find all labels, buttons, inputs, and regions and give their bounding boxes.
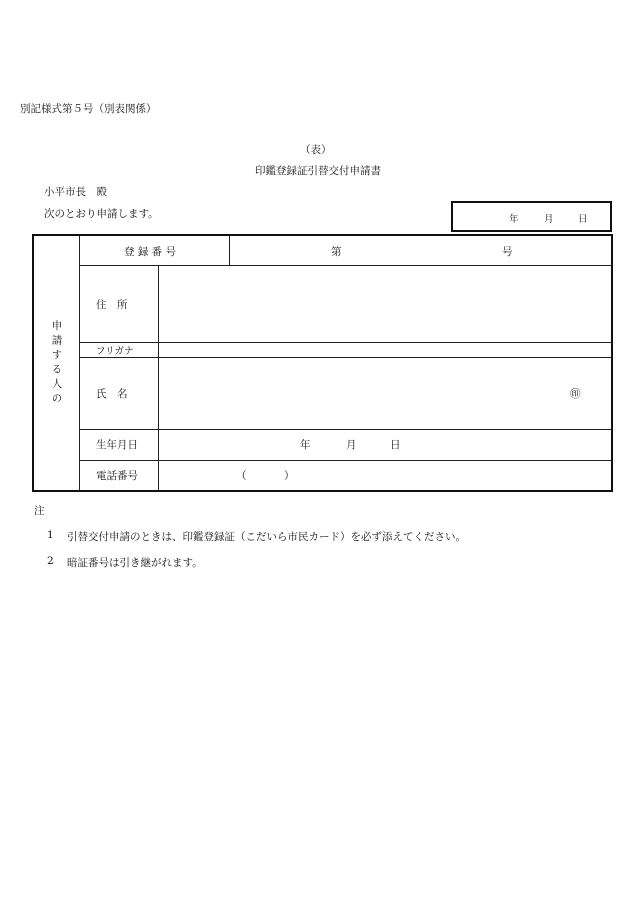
address-label: 住 所 [96, 299, 128, 311]
phone-label: 電話番号 [96, 470, 138, 482]
registration-number-field[interactable] [239, 238, 494, 262]
divider [79, 357, 611, 358]
seal-mark: ㊞ [570, 388, 581, 400]
name-field[interactable] [162, 360, 562, 426]
divider [79, 460, 611, 461]
divider [158, 265, 159, 490]
note-number: 1 [47, 529, 54, 541]
phone-field[interactable] [162, 463, 607, 488]
furigana-field[interactable] [162, 344, 607, 356]
application-form [32, 234, 613, 492]
applicant-column [34, 236, 80, 490]
registration-suffix: 号 [502, 246, 513, 258]
furigana-label: フリガナ [96, 346, 134, 357]
divider [79, 265, 611, 266]
address-field[interactable] [162, 269, 607, 339]
document-title: 印鑑登録証引替交付申請書 [255, 165, 381, 177]
registration-prefix: 第 [331, 246, 342, 258]
birthdate-label: 生年月日 [96, 439, 138, 451]
note-text: 引替交付申請のときは、印鑑登録証（こだいら市民カード）を必ず添えてください。 [67, 531, 466, 543]
date-year-label: 年 [509, 214, 519, 225]
form-number: 別記様式第５号（別表関係） [20, 103, 157, 115]
birth-month-label: 月 [346, 439, 357, 451]
intro-text: 次のとおり申請します。 [44, 208, 159, 220]
date-day-label: 日 [578, 214, 588, 225]
note-text: 暗証番号は引き継がれます。 [67, 557, 203, 569]
date-box [451, 201, 612, 232]
addressee: 小平市長 殿 [44, 186, 107, 198]
divider [229, 236, 230, 265]
phone-open-paren: （ [236, 470, 247, 482]
divider [79, 429, 611, 430]
phone-close-paren: ） [284, 470, 295, 482]
birthdate-field[interactable] [162, 432, 607, 458]
divider [79, 342, 611, 343]
birth-day-label: 日 [390, 439, 401, 451]
birth-year-label: 年 [300, 439, 311, 451]
date-month-label: 月 [544, 214, 554, 225]
name-label: 氏 名 [96, 388, 128, 400]
notes-heading: 注 [34, 505, 45, 517]
registration-number-label: 登 録 番 号 [124, 246, 177, 258]
form-side-label: （表） [300, 144, 332, 156]
note-number: 2 [47, 555, 54, 567]
divider [79, 236, 80, 490]
applicant-label: 申請する人の [50, 319, 63, 407]
